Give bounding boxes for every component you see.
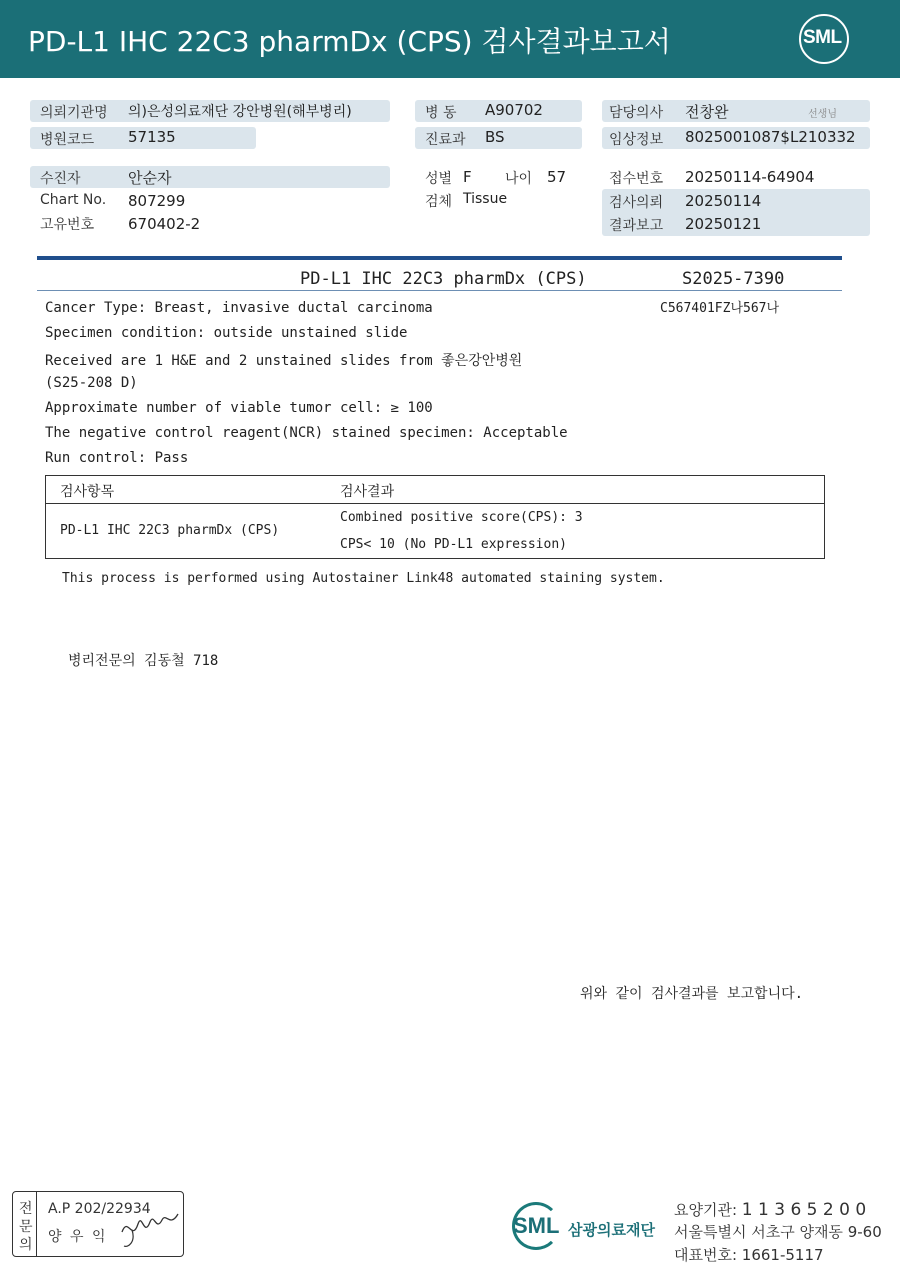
report-label: 결과보고 xyxy=(609,218,664,234)
specimen-label: 검체 xyxy=(425,194,453,210)
sex-value: F xyxy=(463,168,472,186)
age-label: 나이 xyxy=(505,171,533,187)
doctor-value: 전창완 xyxy=(685,103,729,121)
ward-label: 병 동 xyxy=(425,105,457,121)
report-line: Cancer Type: Breast, invasive ductal carcinoma xyxy=(45,300,433,316)
chart-value: 807299 xyxy=(128,192,186,210)
pathologist-signature: 병리전문의 김동철 718 xyxy=(68,653,219,669)
request-value: 20250114 xyxy=(685,192,762,210)
sex-label: 성별 xyxy=(425,171,453,187)
institution-no-value: 1 1 3 6 5 2 0 0 xyxy=(741,1200,867,1220)
patient-value: 안순자 xyxy=(128,169,172,187)
closing-statement: 위와 같이 검사결과를 보고합니다. xyxy=(580,986,804,1002)
id-label: 고유번호 xyxy=(40,217,95,233)
patient-pill xyxy=(30,166,390,188)
receipt-value: 20250114-64904 xyxy=(685,168,815,186)
report-line: Specimen condition: outside unstained slide xyxy=(45,325,408,341)
footer-institution-number xyxy=(674,1199,866,1220)
phone-value: 1661-5117 xyxy=(741,1246,824,1264)
footer-logo-text: SML xyxy=(513,1213,560,1238)
table-result-interpretation: CPS< 10 (No PD-L1 expression) xyxy=(340,537,567,552)
report-value: 20250121 xyxy=(685,215,762,233)
clinical-value: 8025001087$L210332 xyxy=(685,128,856,146)
doctor-suffix: 선생님 xyxy=(808,109,837,120)
stamp-vertical-char: 의 xyxy=(19,1237,33,1253)
ward-value: A90702 xyxy=(485,101,543,119)
table-result-score: Combined positive score(CPS): 3 xyxy=(340,510,583,525)
hospital-code-label: 병원코드 xyxy=(40,132,95,148)
table-col-item: 검사항목 xyxy=(60,484,115,500)
report-line: The negative control reagent(NCR) stained specimen: Acceptable xyxy=(45,425,568,441)
table-item: PD-L1 IHC 22C3 pharmDx (CPS) xyxy=(60,523,280,538)
footer-phone xyxy=(674,1244,824,1265)
handwritten-signature-icon xyxy=(118,1202,182,1250)
id-value: 670402-2 xyxy=(128,215,201,233)
method-note: This process is performed using Autostainer Link48 automated staining system. xyxy=(62,571,665,586)
chart-label: Chart No. xyxy=(40,192,107,208)
page-title: PD-L1 IHC 22C3 pharmDx (CPS) 검사결과보고서 xyxy=(28,25,671,58)
institution-label: 의뢰기관명 xyxy=(40,105,108,121)
institution-no-label: 요양기관: xyxy=(674,1201,738,1219)
report-code: C567401FZ나567나 xyxy=(660,301,780,316)
doctor-label: 담당의사 xyxy=(609,105,664,121)
report-rule-top xyxy=(37,256,842,260)
request-label: 검사의뢰 xyxy=(609,195,664,211)
phone-label: 대표번호: xyxy=(674,1246,738,1264)
report-line: (S25-208 D) xyxy=(45,375,138,391)
stamp-divider xyxy=(36,1192,37,1256)
patient-label: 수진자 xyxy=(40,171,81,187)
specimen-value: Tissue xyxy=(463,191,508,207)
hospital-code-value: 57135 xyxy=(128,128,176,146)
clinical-label: 임상정보 xyxy=(609,132,664,148)
report-number: S2025-7390 xyxy=(682,269,785,289)
dept-value: BS xyxy=(485,128,505,146)
age-value: 57 xyxy=(547,168,567,186)
report-rule-bottom xyxy=(37,290,842,291)
footer-address: 서울특별시 서초구 양재동 9-60 xyxy=(674,1223,882,1241)
report-line: Run control: Pass xyxy=(45,450,189,466)
stamp-vertical-char: 문 xyxy=(19,1219,33,1235)
report-line: Approximate number of viable tumor cell: ≥ 100 xyxy=(45,400,433,416)
institution-value: 의)은성의료재단 강안병원(해부병리) xyxy=(128,104,352,120)
report-title: PD-L1 IHC 22C3 pharmDx (CPS) xyxy=(300,269,587,289)
footer-org-name: 삼광의료재단 xyxy=(568,1221,655,1239)
table-col-result: 검사결과 xyxy=(340,484,395,500)
stamp-name: 양 우 익 xyxy=(48,1229,108,1245)
stamp-vertical-char: 전 xyxy=(19,1201,33,1217)
sml-logo-text: SML xyxy=(803,27,842,48)
receipt-label: 접수번호 xyxy=(609,171,664,187)
result-table-header-divider xyxy=(45,503,825,504)
report-line: Received are 1 H&E and 2 unstained slides from 좋은강안병원 xyxy=(45,353,523,369)
stamp-license: A.P 202/22934 xyxy=(48,1201,151,1217)
dept-label: 진료과 xyxy=(425,132,466,148)
